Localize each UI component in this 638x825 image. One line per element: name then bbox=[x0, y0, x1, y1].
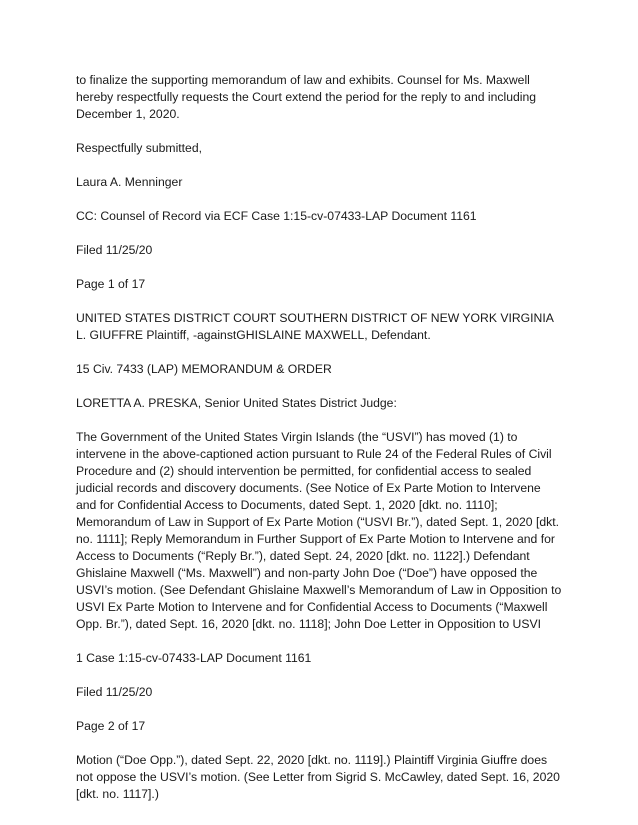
paragraph-page-number: Page 1 of 17 bbox=[76, 277, 146, 291]
paragraph-body-opposition: Motion (“Doe Opp.”), dated Sept. 22, 2020 [dkt. no. 1119].) Plaintiff Virginia Giuffre does not oppose the USVI’s motion. (See Letter from Sigrid S. McCawley, dated Sept. 16, 2020 [dkt. no. 1117].) bbox=[76, 753, 560, 801]
paragraph-reply-extension: to finalize the supporting memorandum of law and exhibits. Counsel for Ms. Maxwell hereby respectfully requests the Court extend the period for the reply to and including December 1, 2020. bbox=[76, 73, 537, 121]
paragraph-filed-date-2: Filed 11/25/20 bbox=[76, 685, 153, 699]
paragraph-case-title: 15 Civ. 7433 (LAP) MEMORANDUM & ORDER bbox=[76, 362, 332, 376]
paragraph-cc-header: CC: Counsel of Record via ECF Case 1:15-cv-07433-LAP Document 1161 bbox=[76, 209, 477, 223]
paragraph-closing: Respectfully submitted, bbox=[76, 141, 202, 155]
paragraph-case-header-2: 1 Case 1:15-cv-07433-LAP Document 1161 bbox=[76, 651, 312, 665]
paragraph-judge: LORETTA A. PRESKA, Senior United States District Judge: bbox=[76, 396, 397, 410]
paragraph-signature: Laura A. Menninger bbox=[76, 175, 183, 189]
paragraph-court-caption: UNITED STATES DISTRICT COURT SOUTHERN DISTRICT OF NEW YORK VIRGINIA L. GIUFFRE Plaintiff, -againstGHISLAINE MAXWELL, Defendant. bbox=[76, 311, 554, 342]
paragraph-filed-date: Filed 11/25/20 bbox=[76, 243, 153, 257]
paragraph-body-motion: The Government of the United States Virgin Islands (the “USVI”) has moved (1) to intervene in the above-captioned action pursuant to Rule 24 of the Federal Rules of Civil Procedure and (2) should intervention be permitted, for confidential access to sealed judicial records and discovery documents. (See Notice of Ex Parte Motion to Intervene and for Confidential Access to Documents, dated Sept. 1, 2020 [dkt. no. 1110]; Memorandum of Law in Support of Ex Parte Motion (“USVI Br.”), dated Sept. 1, 2020 [dkt. no. 1111]; Reply Memorandum in Further Support of Ex Parte Motion to Intervene and for Access to Documents (“Reply Br.”), dated Sept. 24, 2020 [dkt. no. 1122].) Defendant Ghislaine Maxwell (“Ms. Maxwell”) and non-party John Doe (“Doe”) have opposed the USVI’s motion. (See Defendant Ghislaine Maxwell’s Memorandum of Law in Opposition to USVI Ex Parte Motion to Intervene and for Confidential Access to Documents (“Maxwell Opp. Br.”), dated Sept. 16, 2020 [dkt. no. 1118]; John Doe Letter in Opposition to USVI bbox=[76, 430, 562, 631]
document-page bbox=[76, 72, 564, 820]
paragraph-page-number-2: Page 2 of 17 bbox=[76, 719, 146, 733]
